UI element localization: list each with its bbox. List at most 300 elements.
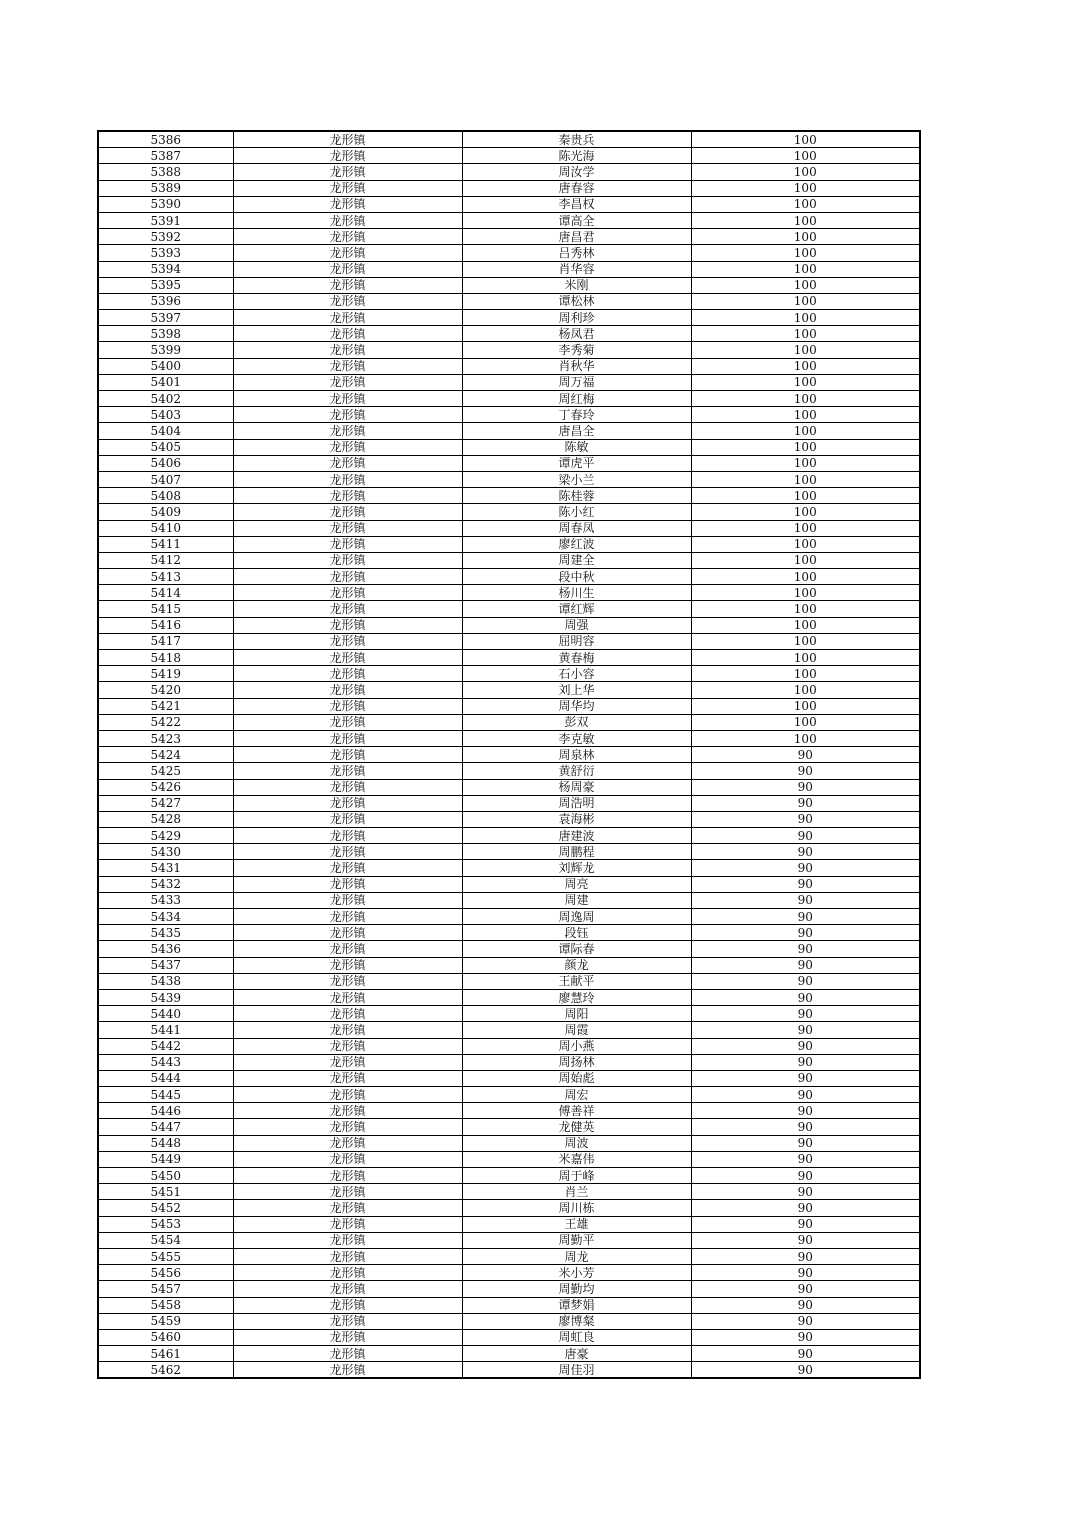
row-number-cell: 5416 xyxy=(98,617,233,633)
row-number-cell: 5388 xyxy=(98,164,233,180)
amount-cell: 100 xyxy=(691,277,920,293)
amount-cell: 90 xyxy=(691,1022,920,1038)
amount-cell: 90 xyxy=(691,1006,920,1022)
amount-cell: 100 xyxy=(691,293,920,309)
town-cell: 龙形镇 xyxy=(233,488,462,504)
amount-cell: 100 xyxy=(691,423,920,439)
table-row xyxy=(98,536,920,552)
row-number-cell: 5417 xyxy=(98,633,233,649)
table-row xyxy=(98,876,920,892)
name-cell: 谭际春 xyxy=(462,941,691,957)
row-number-cell: 5434 xyxy=(98,909,233,925)
amount-cell: 90 xyxy=(691,1248,920,1264)
table-row xyxy=(98,131,920,148)
amount-cell: 90 xyxy=(691,779,920,795)
table-row xyxy=(98,650,920,666)
amount-cell: 100 xyxy=(691,391,920,407)
town-cell: 龙形镇 xyxy=(233,471,462,487)
amount-cell: 90 xyxy=(691,973,920,989)
amount-cell: 90 xyxy=(691,1070,920,1086)
row-number-cell: 5420 xyxy=(98,682,233,698)
town-cell: 龙形镇 xyxy=(233,1054,462,1070)
town-cell: 龙形镇 xyxy=(233,131,462,148)
row-number-cell: 5419 xyxy=(98,666,233,682)
row-number-cell: 5432 xyxy=(98,876,233,892)
amount-cell: 90 xyxy=(691,941,920,957)
name-cell: 吕秀林 xyxy=(462,245,691,261)
amount-cell: 100 xyxy=(691,229,920,245)
table-row xyxy=(98,326,920,342)
name-cell: 李克敏 xyxy=(462,730,691,746)
name-cell: 周于峰 xyxy=(462,1168,691,1184)
town-cell: 龙形镇 xyxy=(233,1151,462,1167)
table-row xyxy=(98,747,920,763)
name-cell: 谭红辉 xyxy=(462,601,691,617)
town-cell: 龙形镇 xyxy=(233,1346,462,1362)
table-row xyxy=(98,1313,920,1329)
table-row xyxy=(98,1022,920,1038)
table-row xyxy=(98,892,920,908)
amount-cell: 100 xyxy=(691,682,920,698)
amount-cell: 100 xyxy=(691,488,920,504)
amount-cell: 90 xyxy=(691,1232,920,1248)
table-row xyxy=(98,1232,920,1248)
name-cell: 廖慧玲 xyxy=(462,989,691,1005)
town-cell: 龙形镇 xyxy=(233,358,462,374)
table-row xyxy=(98,1070,920,1086)
name-cell: 段中秋 xyxy=(462,569,691,585)
name-cell: 谭松林 xyxy=(462,293,691,309)
row-number-cell: 5427 xyxy=(98,795,233,811)
table-row xyxy=(98,909,920,925)
table-row xyxy=(98,1135,920,1151)
row-number-cell: 5451 xyxy=(98,1184,233,1200)
amount-cell: 100 xyxy=(691,601,920,617)
amount-cell: 100 xyxy=(691,310,920,326)
name-cell: 唐建波 xyxy=(462,828,691,844)
amount-cell: 90 xyxy=(691,1184,920,1200)
table-row xyxy=(98,730,920,746)
name-cell: 周佳羽 xyxy=(462,1362,691,1379)
name-cell: 周万福 xyxy=(462,374,691,390)
table-row xyxy=(98,585,920,601)
table-row xyxy=(98,763,920,779)
table-row xyxy=(98,1151,920,1167)
name-cell: 周建 xyxy=(462,892,691,908)
table-row xyxy=(98,1200,920,1216)
amount-cell: 90 xyxy=(691,1362,920,1379)
amount-cell: 100 xyxy=(691,504,920,520)
row-number-cell: 5403 xyxy=(98,407,233,423)
amount-cell: 90 xyxy=(691,1087,920,1103)
town-cell: 龙形镇 xyxy=(233,909,462,925)
town-cell: 龙形镇 xyxy=(233,1248,462,1264)
name-cell: 米嘉伟 xyxy=(462,1151,691,1167)
name-cell: 陈光海 xyxy=(462,148,691,164)
row-number-cell: 5452 xyxy=(98,1200,233,1216)
table-row xyxy=(98,552,920,568)
amount-cell: 100 xyxy=(691,455,920,471)
table-row xyxy=(98,633,920,649)
amount-cell: 100 xyxy=(691,374,920,390)
row-number-cell: 5423 xyxy=(98,730,233,746)
row-number-cell: 5456 xyxy=(98,1265,233,1281)
town-cell: 龙形镇 xyxy=(233,1070,462,1086)
table-row xyxy=(98,1103,920,1119)
row-number-cell: 5407 xyxy=(98,471,233,487)
table-row xyxy=(98,374,920,390)
row-number-cell: 5441 xyxy=(98,1022,233,1038)
table-row xyxy=(98,212,920,228)
name-cell: 杨周豪 xyxy=(462,779,691,795)
row-number-cell: 5405 xyxy=(98,439,233,455)
row-number-cell: 5439 xyxy=(98,989,233,1005)
name-cell: 黄春梅 xyxy=(462,650,691,666)
amount-cell: 90 xyxy=(691,876,920,892)
row-number-cell: 5431 xyxy=(98,860,233,876)
town-cell: 龙形镇 xyxy=(233,617,462,633)
town-cell: 龙形镇 xyxy=(233,957,462,973)
row-number-cell: 5397 xyxy=(98,310,233,326)
amount-cell: 90 xyxy=(691,957,920,973)
town-cell: 龙形镇 xyxy=(233,747,462,763)
name-cell: 周小燕 xyxy=(462,1038,691,1054)
amount-cell: 100 xyxy=(691,326,920,342)
town-cell: 龙形镇 xyxy=(233,229,462,245)
table-row xyxy=(98,795,920,811)
row-number-cell: 5395 xyxy=(98,277,233,293)
row-number-cell: 5461 xyxy=(98,1346,233,1362)
town-cell: 龙形镇 xyxy=(233,989,462,1005)
town-cell: 龙形镇 xyxy=(233,293,462,309)
row-number-cell: 5447 xyxy=(98,1119,233,1135)
town-cell: 龙形镇 xyxy=(233,1022,462,1038)
row-number-cell: 5410 xyxy=(98,520,233,536)
town-cell: 龙形镇 xyxy=(233,925,462,941)
table-row xyxy=(98,1265,920,1281)
town-cell: 龙形镇 xyxy=(233,1135,462,1151)
row-number-cell: 5413 xyxy=(98,569,233,585)
table-row xyxy=(98,1038,920,1054)
table-row xyxy=(98,423,920,439)
amount-cell: 90 xyxy=(691,1038,920,1054)
town-cell: 龙形镇 xyxy=(233,1281,462,1297)
table-row xyxy=(98,844,920,860)
row-number-cell: 5394 xyxy=(98,261,233,277)
name-cell: 丁春玲 xyxy=(462,407,691,423)
table-row xyxy=(98,811,920,827)
name-cell: 周华均 xyxy=(462,698,691,714)
table-row xyxy=(98,1168,920,1184)
amount-cell: 90 xyxy=(691,892,920,908)
name-cell: 谭虎平 xyxy=(462,455,691,471)
name-cell: 梁小兰 xyxy=(462,471,691,487)
town-cell: 龙形镇 xyxy=(233,876,462,892)
amount-cell: 100 xyxy=(691,730,920,746)
town-cell: 龙形镇 xyxy=(233,326,462,342)
table-row xyxy=(98,439,920,455)
row-number-cell: 5435 xyxy=(98,925,233,941)
name-cell: 周春凤 xyxy=(462,520,691,536)
town-cell: 龙形镇 xyxy=(233,423,462,439)
table-row xyxy=(98,520,920,536)
name-cell: 刘上华 xyxy=(462,682,691,698)
name-cell: 刘辉龙 xyxy=(462,860,691,876)
row-number-cell: 5392 xyxy=(98,229,233,245)
row-number-cell: 5418 xyxy=(98,650,233,666)
amount-cell: 90 xyxy=(691,1168,920,1184)
town-cell: 龙形镇 xyxy=(233,1329,462,1345)
name-cell: 周波 xyxy=(462,1135,691,1151)
amount-cell: 90 xyxy=(691,844,920,860)
town-cell: 龙形镇 xyxy=(233,633,462,649)
town-cell: 龙形镇 xyxy=(233,1362,462,1379)
amount-cell: 100 xyxy=(691,633,920,649)
name-cell: 周亮 xyxy=(462,876,691,892)
amount-cell: 90 xyxy=(691,1313,920,1329)
row-number-cell: 5425 xyxy=(98,763,233,779)
name-cell: 米刚 xyxy=(462,277,691,293)
town-cell: 龙形镇 xyxy=(233,779,462,795)
name-cell: 段钰 xyxy=(462,925,691,941)
amount-cell: 90 xyxy=(691,1103,920,1119)
name-cell: 周建全 xyxy=(462,552,691,568)
name-cell: 周泉林 xyxy=(462,747,691,763)
row-number-cell: 5398 xyxy=(98,326,233,342)
amount-cell: 90 xyxy=(691,1265,920,1281)
amount-cell: 100 xyxy=(691,666,920,682)
amount-cell: 90 xyxy=(691,1297,920,1313)
name-cell: 王雄 xyxy=(462,1216,691,1232)
town-cell: 龙形镇 xyxy=(233,1297,462,1313)
name-cell: 周红梅 xyxy=(462,391,691,407)
row-number-cell: 5391 xyxy=(98,212,233,228)
row-number-cell: 5411 xyxy=(98,536,233,552)
town-cell: 龙形镇 xyxy=(233,569,462,585)
table-row xyxy=(98,941,920,957)
amount-cell: 100 xyxy=(691,698,920,714)
table-row xyxy=(98,504,920,520)
name-cell: 彭双 xyxy=(462,714,691,730)
town-cell: 龙形镇 xyxy=(233,763,462,779)
town-cell: 龙形镇 xyxy=(233,196,462,212)
town-cell: 龙形镇 xyxy=(233,439,462,455)
row-number-cell: 5396 xyxy=(98,293,233,309)
name-cell: 龙健英 xyxy=(462,1119,691,1135)
table-row xyxy=(98,293,920,309)
row-number-cell: 5404 xyxy=(98,423,233,439)
row-number-cell: 5415 xyxy=(98,601,233,617)
row-number-cell: 5453 xyxy=(98,1216,233,1232)
name-cell: 黄舒衍 xyxy=(462,763,691,779)
town-cell: 龙形镇 xyxy=(233,844,462,860)
name-cell: 颜龙 xyxy=(462,957,691,973)
name-cell: 廖红波 xyxy=(462,536,691,552)
row-number-cell: 5449 xyxy=(98,1151,233,1167)
row-number-cell: 5412 xyxy=(98,552,233,568)
amount-cell: 100 xyxy=(691,569,920,585)
town-cell: 龙形镇 xyxy=(233,714,462,730)
table-row xyxy=(98,617,920,633)
town-cell: 龙形镇 xyxy=(233,682,462,698)
town-cell: 龙形镇 xyxy=(233,455,462,471)
table-row xyxy=(98,973,920,989)
name-cell: 屈明容 xyxy=(462,633,691,649)
name-cell: 石小容 xyxy=(462,666,691,682)
town-cell: 龙形镇 xyxy=(233,342,462,358)
name-cell: 周霞 xyxy=(462,1022,691,1038)
amount-cell: 100 xyxy=(691,131,920,148)
amount-cell: 100 xyxy=(691,714,920,730)
row-number-cell: 5443 xyxy=(98,1054,233,1070)
amount-cell: 90 xyxy=(691,909,920,925)
amount-cell: 100 xyxy=(691,439,920,455)
row-number-cell: 5436 xyxy=(98,941,233,957)
name-cell: 周川栋 xyxy=(462,1200,691,1216)
row-number-cell: 5399 xyxy=(98,342,233,358)
town-cell: 龙形镇 xyxy=(233,892,462,908)
name-cell: 周龙 xyxy=(462,1248,691,1264)
table-row xyxy=(98,455,920,471)
table-row xyxy=(98,860,920,876)
amount-cell: 90 xyxy=(691,1281,920,1297)
name-cell: 周汝学 xyxy=(462,164,691,180)
town-cell: 龙形镇 xyxy=(233,1184,462,1200)
name-cell: 傅善祥 xyxy=(462,1103,691,1119)
town-cell: 龙形镇 xyxy=(233,1087,462,1103)
name-cell: 王献平 xyxy=(462,973,691,989)
table-row xyxy=(98,1362,920,1379)
name-cell: 李昌权 xyxy=(462,196,691,212)
town-cell: 龙形镇 xyxy=(233,1119,462,1135)
row-number-cell: 5408 xyxy=(98,488,233,504)
name-cell: 秦贵兵 xyxy=(462,131,691,148)
data-table xyxy=(97,130,921,1379)
row-number-cell: 5450 xyxy=(98,1168,233,1184)
amount-cell: 90 xyxy=(691,747,920,763)
amount-cell: 100 xyxy=(691,261,920,277)
row-number-cell: 5458 xyxy=(98,1297,233,1313)
name-cell: 周宏 xyxy=(462,1087,691,1103)
table-row xyxy=(98,261,920,277)
amount-cell: 100 xyxy=(691,245,920,261)
table-row xyxy=(98,1281,920,1297)
amount-cell: 90 xyxy=(691,763,920,779)
row-number-cell: 5462 xyxy=(98,1362,233,1379)
table-row xyxy=(98,714,920,730)
row-number-cell: 5400 xyxy=(98,358,233,374)
amount-cell: 90 xyxy=(691,1054,920,1070)
name-cell: 陈敏 xyxy=(462,439,691,455)
amount-cell: 90 xyxy=(691,1216,920,1232)
table-row xyxy=(98,1329,920,1345)
amount-cell: 90 xyxy=(691,828,920,844)
name-cell: 杨凤君 xyxy=(462,326,691,342)
town-cell: 龙形镇 xyxy=(233,164,462,180)
table-row xyxy=(98,698,920,714)
amount-cell: 90 xyxy=(691,925,920,941)
amount-cell: 90 xyxy=(691,1151,920,1167)
amount-cell: 100 xyxy=(691,617,920,633)
town-cell: 龙形镇 xyxy=(233,666,462,682)
name-cell: 周利珍 xyxy=(462,310,691,326)
table-row xyxy=(98,1346,920,1362)
name-cell: 周强 xyxy=(462,617,691,633)
name-cell: 周鹏程 xyxy=(462,844,691,860)
town-cell: 龙形镇 xyxy=(233,277,462,293)
amount-cell: 90 xyxy=(691,1346,920,1362)
row-number-cell: 5409 xyxy=(98,504,233,520)
town-cell: 龙形镇 xyxy=(233,811,462,827)
name-cell: 袁海彬 xyxy=(462,811,691,827)
row-number-cell: 5454 xyxy=(98,1232,233,1248)
name-cell: 李秀菊 xyxy=(462,342,691,358)
amount-cell: 100 xyxy=(691,212,920,228)
town-cell: 龙形镇 xyxy=(233,212,462,228)
name-cell: 唐昌全 xyxy=(462,423,691,439)
town-cell: 龙形镇 xyxy=(233,148,462,164)
name-cell: 周扬林 xyxy=(462,1054,691,1070)
name-cell: 唐昌君 xyxy=(462,229,691,245)
name-cell: 廖博粲 xyxy=(462,1313,691,1329)
table-row xyxy=(98,682,920,698)
amount-cell: 100 xyxy=(691,536,920,552)
town-cell: 龙形镇 xyxy=(233,310,462,326)
table-row xyxy=(98,1087,920,1103)
table-row xyxy=(98,957,920,973)
town-cell: 龙形镇 xyxy=(233,860,462,876)
row-number-cell: 5433 xyxy=(98,892,233,908)
amount-cell: 100 xyxy=(691,196,920,212)
table-row xyxy=(98,245,920,261)
table-row xyxy=(98,1216,920,1232)
amount-cell: 100 xyxy=(691,552,920,568)
name-cell: 周浩明 xyxy=(462,795,691,811)
town-cell: 龙形镇 xyxy=(233,1168,462,1184)
town-cell: 龙形镇 xyxy=(233,1232,462,1248)
table-row xyxy=(98,925,920,941)
row-number-cell: 5444 xyxy=(98,1070,233,1086)
name-cell: 周勤平 xyxy=(462,1232,691,1248)
town-cell: 龙形镇 xyxy=(233,601,462,617)
amount-cell: 90 xyxy=(691,989,920,1005)
town-cell: 龙形镇 xyxy=(233,504,462,520)
amount-cell: 100 xyxy=(691,180,920,196)
row-number-cell: 5428 xyxy=(98,811,233,827)
amount-cell: 100 xyxy=(691,520,920,536)
town-cell: 龙形镇 xyxy=(233,391,462,407)
table-row xyxy=(98,391,920,407)
table-row xyxy=(98,358,920,374)
amount-cell: 90 xyxy=(691,1119,920,1135)
table-row xyxy=(98,666,920,682)
row-number-cell: 5445 xyxy=(98,1087,233,1103)
row-number-cell: 5429 xyxy=(98,828,233,844)
table-row xyxy=(98,196,920,212)
row-number-cell: 5389 xyxy=(98,180,233,196)
table-row xyxy=(98,1054,920,1070)
amount-cell: 100 xyxy=(691,358,920,374)
table-row xyxy=(98,828,920,844)
table-row xyxy=(98,277,920,293)
row-number-cell: 5401 xyxy=(98,374,233,390)
amount-cell: 100 xyxy=(691,650,920,666)
row-number-cell: 5438 xyxy=(98,973,233,989)
row-number-cell: 5414 xyxy=(98,585,233,601)
amount-cell: 90 xyxy=(691,1135,920,1151)
town-cell: 龙形镇 xyxy=(233,374,462,390)
town-cell: 龙形镇 xyxy=(233,1103,462,1119)
